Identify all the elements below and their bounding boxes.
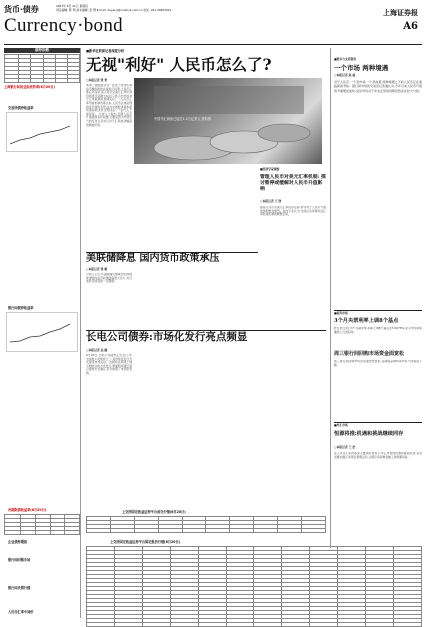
right-byline1: ○本报记者 赵 晨 <box>334 73 356 77</box>
right-bottom-body: 在人民币汇率改革深入推进的背景下,外汇市场的机遇和挑战并存,企业需要加强汇率风险管理意识,合理运用各种金融工具规避风险。 <box>334 452 422 459</box>
bond-body-col4 <box>264 354 326 508</box>
right-headline2: 3个月央票利率上调8个基点 <box>334 318 399 324</box>
masthead-info-contact: 责任编辑: 陈 明 美术编辑: 张 慧 E-mail: duyang@cnstock.com.cn 电话: 021-38967621 <box>56 8 172 12</box>
main-kicker: ■新华社资深记者深度分析 <box>86 49 125 53</box>
deposit-body: 分析人士认为,美联储可能降息的预期使得国内货币政策面临更大压力,央行加息空间受到一定限制。 <box>86 273 132 284</box>
bond-headline: 长电公司债券:市场化发行亮点频显 <box>86 331 248 343</box>
sidebar-subtitle: 上海银行间同业拆放利率(6月20日) <box>4 85 56 89</box>
section-title-en: Currency·bond <box>4 15 123 36</box>
masthead-rule <box>4 44 422 45</box>
label-corporate-bond-futures: 企业债券期指 <box>8 540 28 544</box>
bond-byline: ○本报记者 高 健 <box>86 348 108 352</box>
main-body-col2 <box>148 168 198 252</box>
middle-body: 随着人民币对美元汇率逐步走高,市场对于人民币升值的预期愈发强烈。业内专家认为,当前应该审慎评估汇率形成机制的调整空间。 <box>260 206 326 217</box>
interbank-yield-chart <box>6 312 78 352</box>
middle-headline: 管理人民币对美元汇率机制: 探讨暂停或缓解对人民币升值影响 <box>260 174 326 192</box>
right-body3: 周三银行间回购市场资金面依然宽松,各期限品种利率均有不同程度下降。 <box>334 360 422 367</box>
label-interbank-repo: 银行间回购市场 <box>8 558 31 562</box>
fixed-quote-table <box>86 546 422 627</box>
bond-body: 6月20日,长电公司债券正式发行,作为首批公司债券之一,其市场化发行方式备受市场关注。该债券采用网上网下相结合的方式发行,票面利率通过簿记建档方式确定,充分体现了市场化原则。 <box>86 354 132 375</box>
label-interbank-bond-yield: 银行间债券收益率 <box>8 306 34 310</box>
newspaper-name: 上海证券报 <box>383 8 418 17</box>
interbank-rate-table <box>4 54 80 83</box>
bond-body-col3 <box>200 354 260 508</box>
right-headline1: 一个市场 两种境遇 <box>334 64 389 72</box>
right-bottom-byline: ○本报记者 王 浩 <box>334 445 356 449</box>
right-title1: ■图书与支持资讯 <box>334 57 357 61</box>
right-bottom-headline: 恒源将推:机遇和挑战继续同存 <box>334 431 404 437</box>
page-number: A6 <box>403 21 418 32</box>
label-rmb-central-parity: 人民币汇率中间价 <box>8 610 34 614</box>
left-column <box>4 48 81 618</box>
middle-byline: ○本报记者 王 锋 <box>260 199 282 203</box>
deposit-headline: 美联储降息 国内货币政策承压 <box>86 253 220 264</box>
main-body-p3: 分析人士指出,近期人民币升值速度有所放缓,主要是因为外部压力的变化以及央行对于汇率波动幅度的调控所致。 <box>86 111 132 127</box>
label-exchange-bond-yield: 交易所债券收益率 <box>8 106 34 110</box>
main-byline: ○本报记者 张 勇 <box>86 78 108 82</box>
term-yield-table <box>4 514 80 535</box>
masthead-info-date: 2007年 6月 21日 星期四 <box>56 4 88 8</box>
sidebar-title: 债券指数 <box>4 48 80 53</box>
deposit-body-col3 <box>200 273 258 329</box>
main-body-p2: "人民币汇率形成机制改革以来,人民币总体呈现稳步升值的态势,这与中国经济基本面和国际收支状况相适应。"业内人士如是说。 <box>86 97 132 116</box>
main-body-col3 <box>203 168 255 252</box>
main-photo <box>134 78 322 164</box>
section-title: 货币·债券 <box>4 4 39 14</box>
masthead <box>4 4 422 48</box>
footer-fixed-quote-title: 上交所固定收益证券平台固定报价行情(6月20日) <box>110 540 181 544</box>
label-interbank-notes: 银行间央票行情 <box>8 586 31 590</box>
middle-kicker: ■经济学家观察 <box>260 167 280 171</box>
middle-article <box>260 168 326 278</box>
deposit-body-col2 <box>136 273 196 329</box>
deposit-byline: ○本报记者 张 敏 <box>86 267 108 271</box>
right-body1: 对于人民币,一个是市场,一个是政策,两种境遇之下的人民币正在面临新的考验。银行间市场的交易员们普遍认为,今年以来人民币升值的节奏明显加快,但是市场对于未来走势的判断依然存在较大分歧。 <box>334 80 422 93</box>
right-body2: 昨日央行发行3个月期央票,利率上调8个基点至3.0078%,显示市场利率继续上行的趋势。 <box>334 327 422 334</box>
label-bond-yield-by-term: 各期限债收益率(6月20日) <box>8 508 47 512</box>
photo-caption: 中国外汇储备已接近1.2万亿美元 资料图 <box>154 117 212 121</box>
main-body-p1: 本周二美国国会对一部关于惩罚所谓货币操纵国的法案进行投票,人民币汇率应声而动,而人民币兑美元汇率中间价则再次突破7.6关口,显示出市场对于汇率政策的预期变化。 <box>86 84 132 102</box>
right-title2: ■债券市场 <box>334 311 348 315</box>
right-column <box>330 48 423 548</box>
right-bottom-title: ■外汇市场 <box>334 423 348 427</box>
main-body-col1 <box>86 84 132 252</box>
main-headline: 无视"利好" 人民币怎么了? <box>86 55 272 74</box>
footer-trading-title: 上交所固定收益证券平台成交行情(6月20日) <box>122 510 186 514</box>
bond-body-col2 <box>136 354 196 508</box>
exchange-yield-chart <box>6 112 78 152</box>
trading-table <box>86 516 326 533</box>
right-headline3: 周三银行间回购市场资金面宽松 <box>334 351 405 357</box>
